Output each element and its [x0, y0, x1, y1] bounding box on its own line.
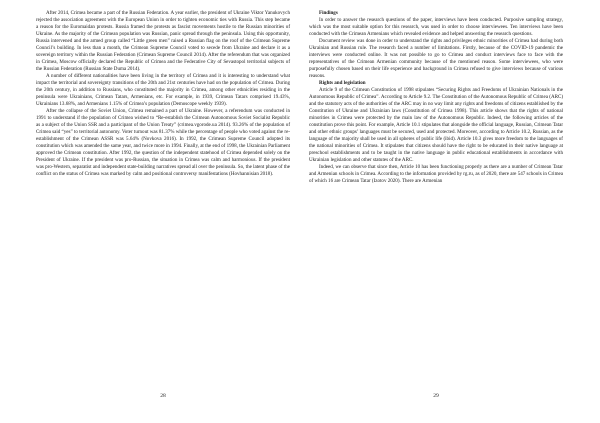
paragraph: Document review was done in order to understand the rights and privileges ethnic minorities of Crimea had during both Ukrainian and Russian rule. The research faced a number of limitations. Firstly, because of the COVID-19 pandemic the interviews were conducted online. It was not possible to go to Crimea and conduct interviews face to face with the representatives of the Crimean Armenian community because of the mentioned reason. Some interviewees, who were purposefully chosen based on their life experience and background in Crimea refused to give interviews because of various reasons. [309, 38, 563, 80]
section-heading-findings: Findings [319, 10, 338, 16]
paragraph: In order to answer the research questions of the paper, interviews have been conducted. Purposive sampling strategy, which was the most suitable option for this research, was used in order to choose interviewees. Ten interviews have been conducted with the Crimean Armenians which revealed evidence and helped answering the research questions. [309, 17, 563, 38]
page-number-right: 29 [433, 393, 439, 399]
paragraph: Indeed, we can observe that since then, Article 10 has been functioning properly as there are a number of Crimean Tatar and Armenian schools in Crimea. According to the information provided by rg.ru, as of 2020, there are 547 schools in Crimea of which 16 are Crimean Tatar (Izotov 2020). There are Armenian [309, 164, 563, 185]
paragraph: After 2014, Crimea became a part of the Russian Federation. A year earlier, the president of Ukraine Viktor Yanukovych rejected the association agreement with the European Union in order to tighten economic ties with Russia. This step became a reason for the Euromaidan protests. Russia framed the protests as fascist movements hostile to the Russian minorities of Ukraine. As the majority of the Crimean population was Russian, panic spread through the peninsula. Using this opportunity, Russia intervened and the armed group called “Little green men” raised a Russian flag on the roof of the Crimean Supreme Council’s building. In less than a month, the Crimean Supreme Council voted to secede from Ukraine and declare it as a sovereign territory within the Russian Federation (Crimean Supreme Council 2014). After the referendum that was organized in Crimea, Moscow officially declared the Republic of Crimea and the Federative City of Sevastopol territorial subjects of the Russian Federation (Russian State Duma 2014). [36, 10, 290, 73]
right-page-body [309, 10, 563, 185]
paragraph: A number of different nationalities have been living in the territory of Crimea and it is interesting to understand what impact the territorial and sovereignty transitions of the 20th and 21st centuries have had on the population of Crimea. During the 20th century, in addition to Russians, who constituted the majority in Crimea, among other ethnicities residing in the peninsula were Ukrainians, Crimean Tatars, Armenians, etc. For example, in 1939, Crimean Tatars comprised 19.43%, Ukrainians 13.68%, and Armenians 1.15% of Crimea’s population (Demoscope weekly 1939). [36, 73, 290, 108]
paragraph: Article 9 of the Crimean Constitution of 1998 stipulates “Securing Rights and Freedoms of Ukrainian Nationals in the Autonomous Republic of Crimea”. According to Article 9.2. The Constitution of the Autonomous Republic of Crimea (ARC) and the statutory acts of the authorities of the ARC may in no way limit any rights and freedoms of citizens established by the Constitution of Ukraine and Ukrainian laws (Constitution of Crimea 1998). This article shows that the rights of national minorities in Crimea were protected by the main law of the Autonomous Republic. Indeed, the following articles of the constitution prove this point. For example, Article 10.1 stipulates that alongside the official language, Russian, Crimean Tatar and other ethnic groups’ languages must be secured, used and protected. Moreover, according to Article 10.2, Russian, as the language of the majority shall be used in all spheres of public life (ibid). Article 10.3 gives more freedom to the languages of the national minorities of Crimea. It stipulates that citizens should have the right to be educated in their native language at preschool establishments and to be taught in the native language in public educational establishments in accordance with Ukrainian legislation and other statutes of the ARC. [309, 87, 563, 164]
right-page [309, 10, 563, 413]
section-heading-rights: Rights and legislation [319, 80, 366, 87]
left-page [36, 10, 290, 413]
left-page-body [36, 10, 290, 178]
paragraph: After the collapse of the Soviet Union, Crimea remained a part of Ukraine. However, a referendum was conducted in 1991 to understand if the population of Crimea wished to “Re-establish the Crimean Autonomous Soviet Socialist Republic as a subject of the Union SSR and a participant of the Union Treaty” (crimea.vgorode.ua 2014). 93.26% of the population of Crimea said “yes” to territorial autonomy. Voter turnout was 81.37% while the percentage of people who voted against the re-establishment of the Crimean ASSR was 5.64% (Novkova 2016). In 1992, the Crimean Supreme Council adopted its constitution which was amended the same year, and twice more in 1994. Finally, at the end of 1998, the Ukrainian Parliament approved the Crimean constitution. After 1992, the question of the independent statehood of Crimea depended solely on the President of Ukraine. If the president was pro-Russian, the situation in Crimea was calm and harmonious. If the president was pro-Western, separatist and independent state-building narratives spread all over the peninsula. So, the latent phase of the conflict on the status of Crimea was marked by calm and positional controversy manifestations (Hovhannisian 2018). [36, 108, 290, 178]
page-number-left: 28 [160, 393, 166, 399]
